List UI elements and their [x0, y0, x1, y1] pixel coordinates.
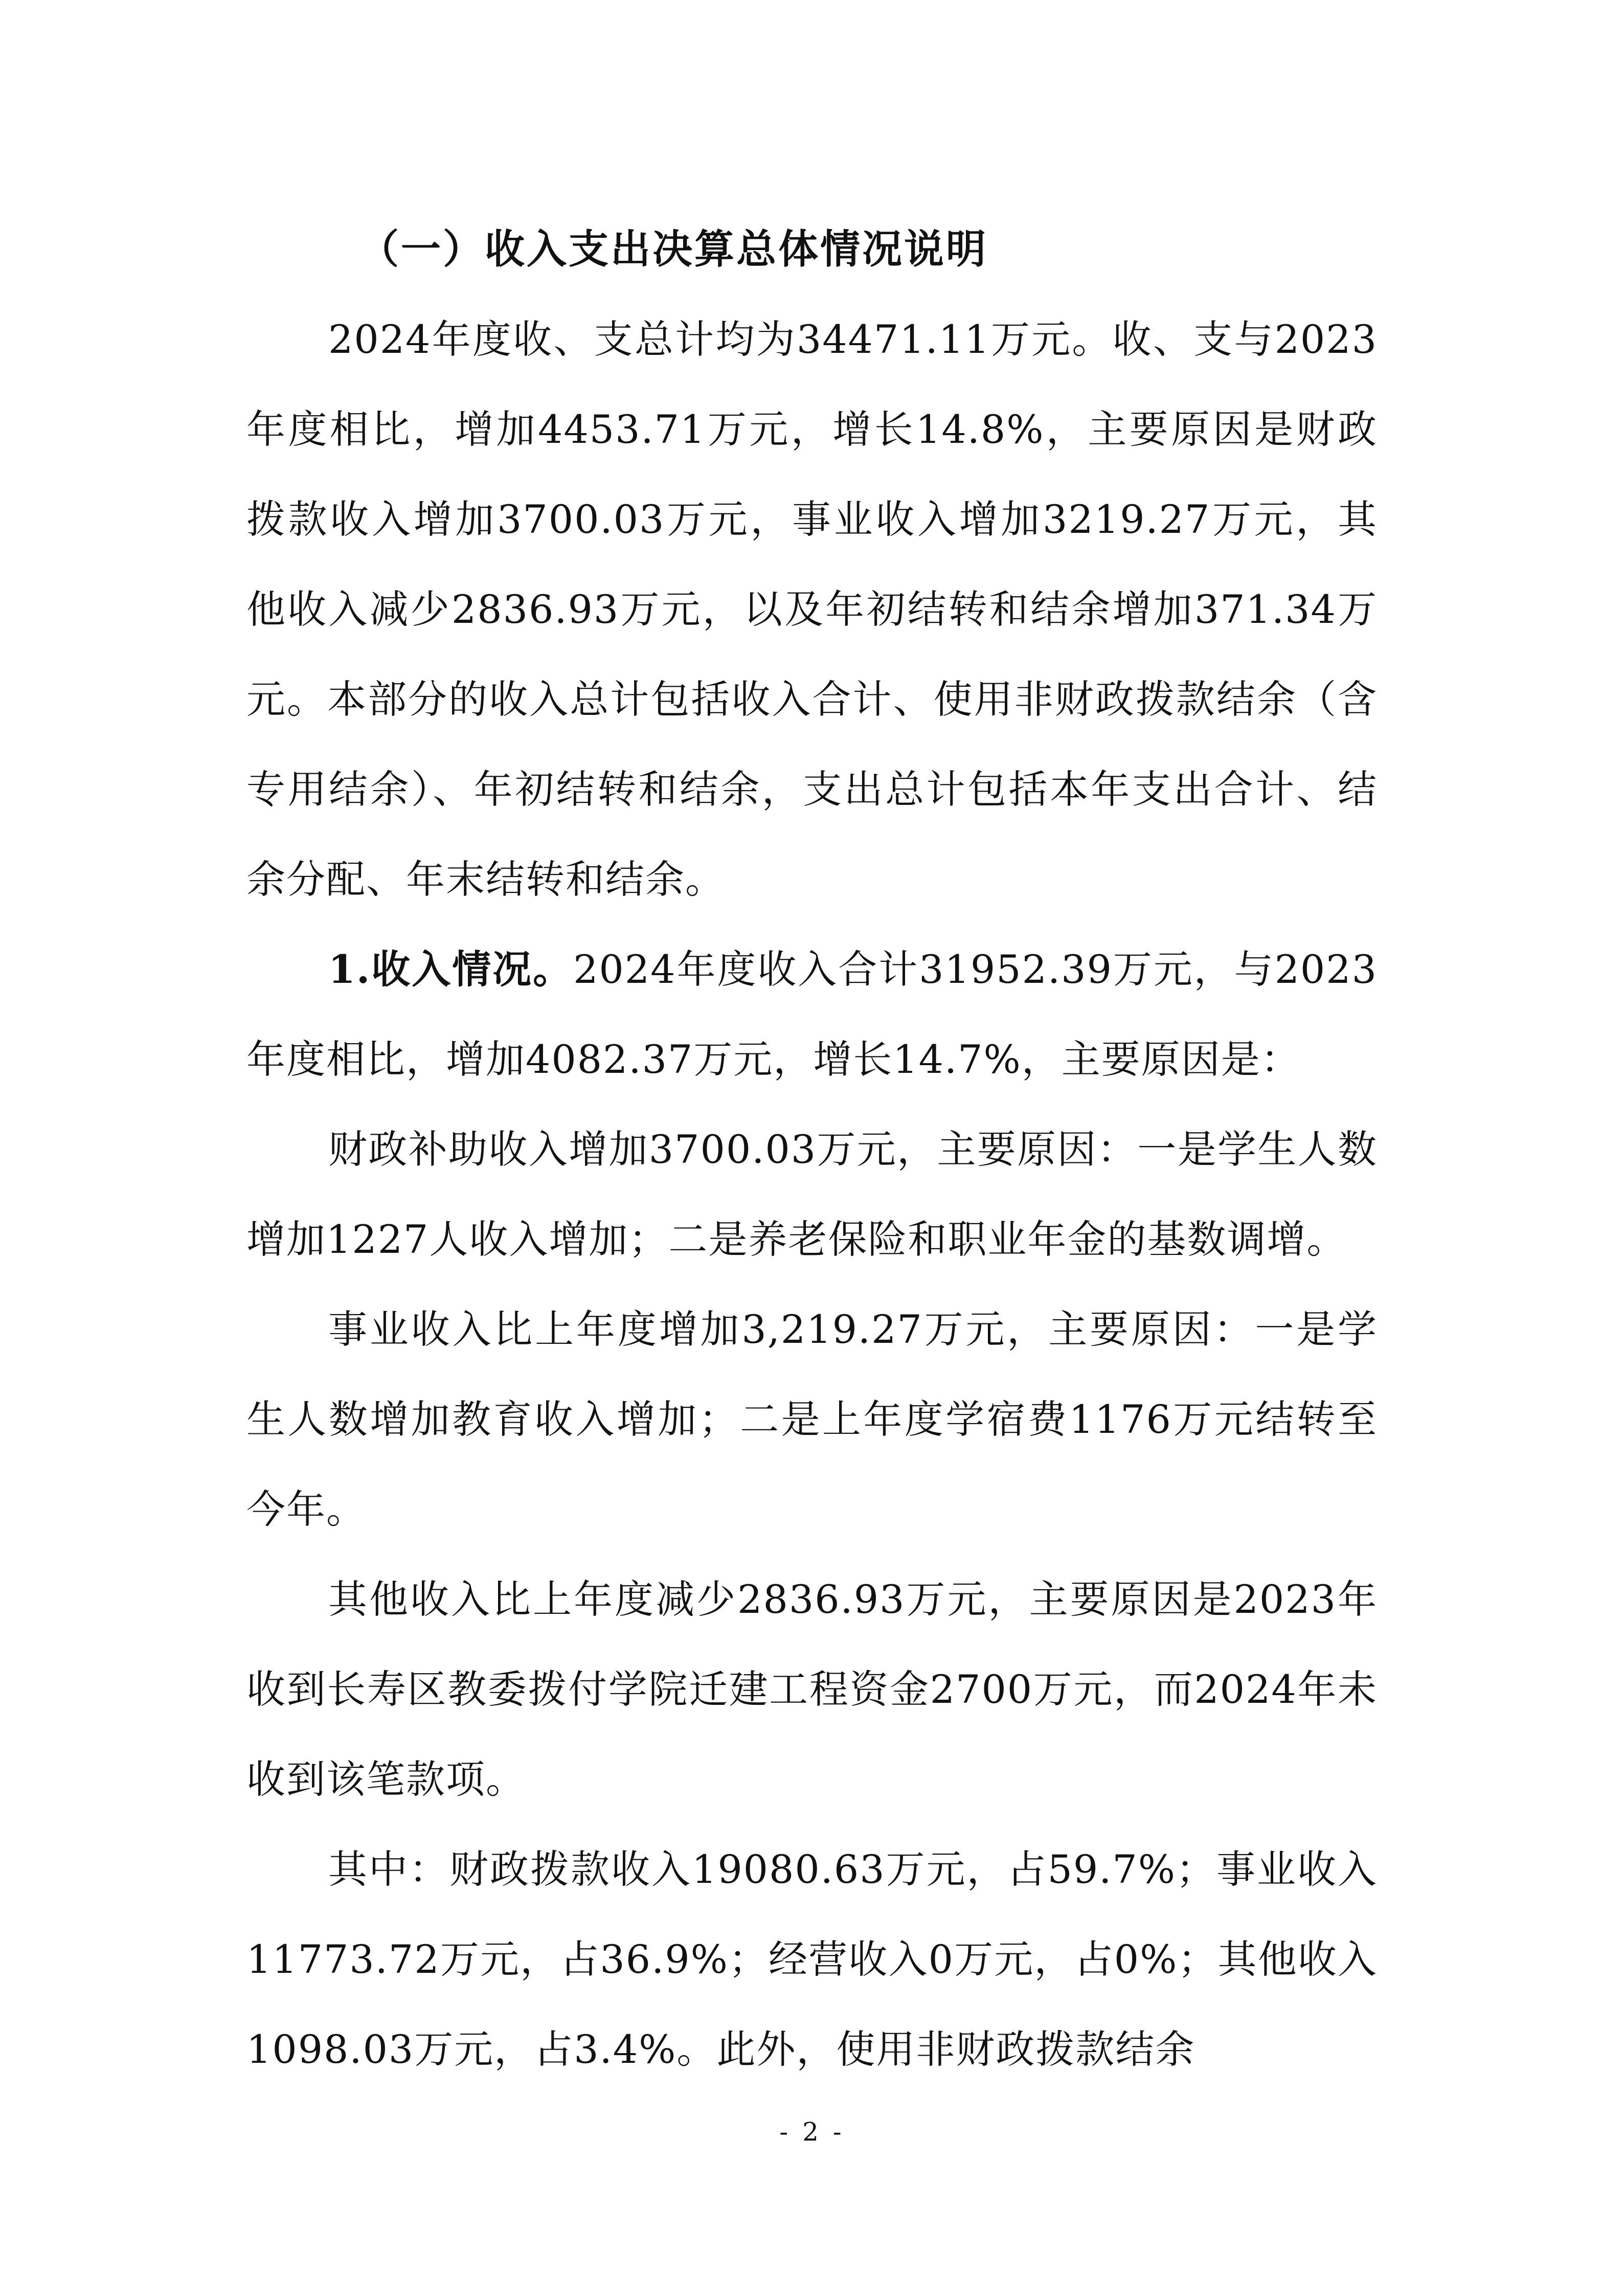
- section-heading: （一）收入支出决算总体情况说明: [359, 226, 988, 273]
- paragraph-fiscal-subsidy: 财政补助收入增加3700.03万元，主要原因：一是学生人数增加1227人收入增加；二是养老保险和职业年金的基数调增。: [246, 1127, 1378, 1262]
- income-rest: 2024年度收入合计31952.39万元，与2023年度相比，增加4082.37万元，增长14.7%，主要原因是：: [246, 947, 1378, 1082]
- paragraph-business-income: 事业收入比上年度增加3,219.27万元，主要原因：一是学生人数增加教育收入增加；二是上年度学宿费1176万元结转至今年。: [246, 1307, 1378, 1532]
- paragraph-composition: 其中：财政拨款收入19080.63万元，占59.7%；事业收入11773.72万元，占36.9%；经营收入0万元，占0%；其他收入1098.03万元，占3.4%。此外，使用非财政拨款结余: [246, 1847, 1378, 2072]
- page-body: [246, 205, 1378, 2095]
- page-number: - 2 -: [779, 2117, 845, 2147]
- paragraph-overall: 2024年度收、支总计均为34471.11万元。收、支与2023年度相比，增加4453.71万元，增长14.8%，主要原因是财政拨款收入增加3700.03万元，事业收入增加3219.27万元，其他收入减少2836.93万元，以及年初结转和结余增加371.34万元。本部分的收入总计包括收入合计、使用非财政拨款结余（含专用结余）、年初结转和结余，支出总计包括本年支出合计、结余分配、年末结转和结余。: [246, 317, 1378, 902]
- income-lead: 1.收入情况。: [328, 947, 574, 992]
- paragraph-other-income: 其他收入比上年度减少2836.93万元，主要原因是2023年收到长寿区教委拨付学院迁建工程资金2700万元，而2024年未收到该笔款项。: [246, 1577, 1378, 1802]
- paragraph-income: [246, 925, 1378, 1105]
